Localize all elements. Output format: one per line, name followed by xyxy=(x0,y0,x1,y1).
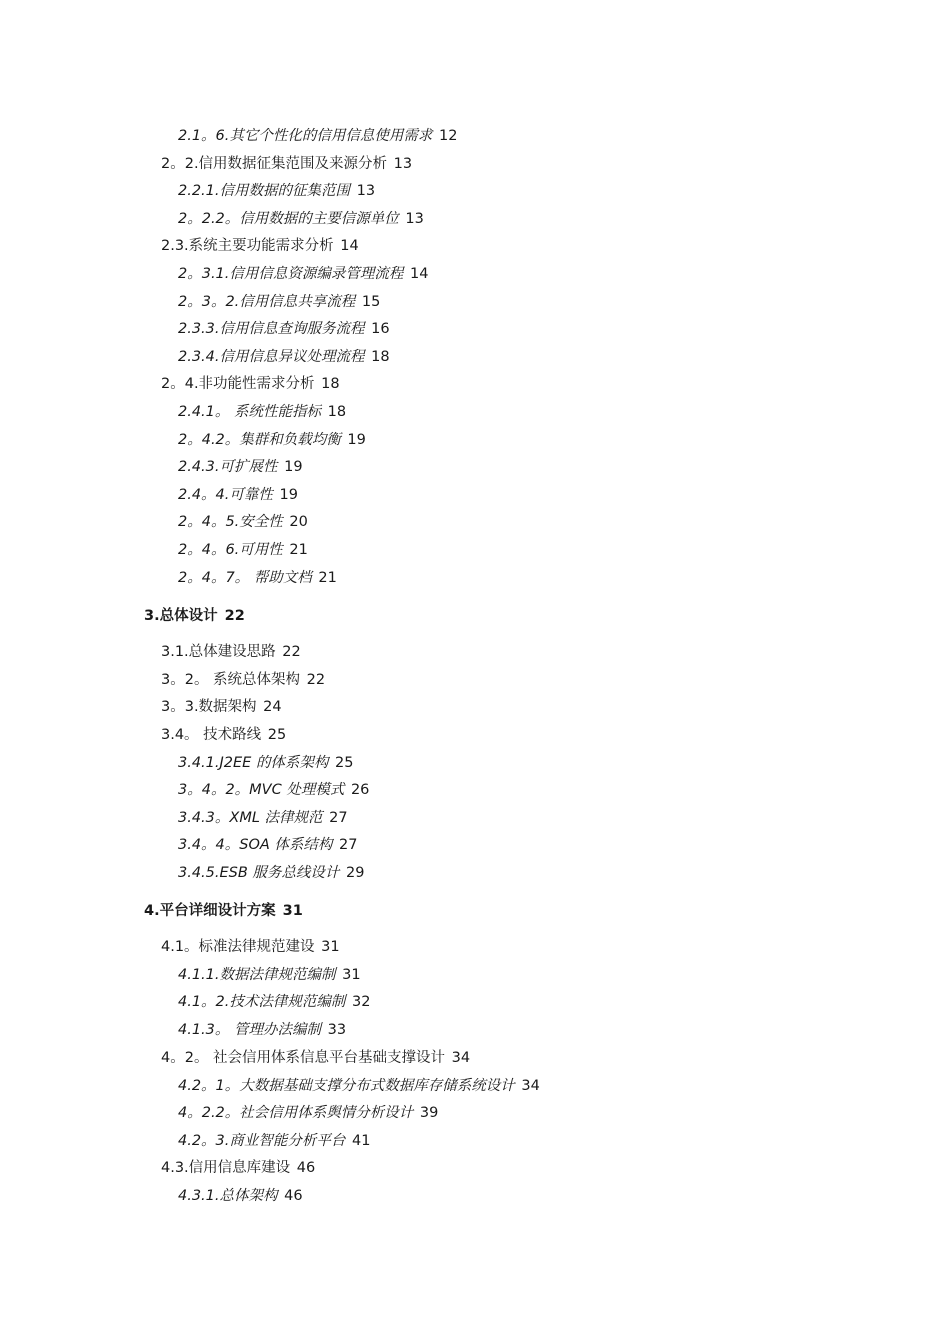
toc-entry-page-number: 32 xyxy=(352,994,371,1010)
toc-entry[interactable] xyxy=(161,374,340,394)
toc-entry[interactable] xyxy=(178,780,369,800)
toc-entry-title: 3.总体设计 xyxy=(144,608,218,624)
toc-entry-page-number: 31 xyxy=(282,903,303,919)
toc-entry[interactable] xyxy=(178,485,298,505)
toc-entry-page-number: 34 xyxy=(521,1078,540,1094)
toc-entry-page-number: 20 xyxy=(289,514,308,530)
toc-entry[interactable] xyxy=(178,319,390,339)
toc-entry[interactable] xyxy=(161,697,282,717)
toc-entry-title: 2.4.3.可扩展性 xyxy=(178,459,278,475)
toc-entry[interactable] xyxy=(161,937,340,957)
toc-entry-title: 4.1。2.技术法律规范编制 xyxy=(178,994,346,1010)
toc-entry-page-number: 27 xyxy=(339,837,358,853)
toc-entry-title: 2。3.1.信用信息资源编录管理流程 xyxy=(178,266,404,282)
toc-entry-title: 4.1。标准法律规范建设 xyxy=(161,939,315,955)
toc-entry-title: 2。4.非功能性需求分析 xyxy=(161,376,315,392)
toc-entry-title: 2.3.系统主要功能需求分析 xyxy=(161,238,334,254)
toc-entry-title: 4.3.信用信息库建设 xyxy=(161,1160,291,1176)
toc-entry[interactable] xyxy=(178,540,308,560)
toc-entry-title: 3.4.1.J2EE 的体系架构 xyxy=(178,755,329,771)
toc-entry-title: 3.1.总体建设思路 xyxy=(161,644,276,660)
toc-entry-page-number: 18 xyxy=(327,404,347,420)
toc-entry[interactable] xyxy=(178,1076,540,1096)
toc-entry-page-number: 13 xyxy=(356,183,376,199)
toc-entry-page-number: 13 xyxy=(393,156,413,172)
toc-entry-page-number: 19 xyxy=(284,459,303,475)
toc-entry-page-number: 34 xyxy=(451,1050,471,1066)
toc-entry-page-number: 39 xyxy=(419,1105,439,1121)
toc-entry-page-number: 18 xyxy=(321,376,340,392)
toc-entry-title: 2.3.4.信用信息异议处理流程 xyxy=(178,349,365,365)
toc-entry-page-number: 41 xyxy=(352,1133,371,1149)
toc-entry[interactable] xyxy=(178,753,354,773)
toc-entry-page-number: 31 xyxy=(321,939,340,955)
toc-entry[interactable] xyxy=(178,568,337,588)
toc-entry[interactable] xyxy=(161,1048,470,1068)
toc-entry[interactable] xyxy=(178,1103,438,1123)
toc-entry-title: 3.4.5.ESB 服务总线设计 xyxy=(178,865,340,881)
toc-entry[interactable] xyxy=(144,901,303,921)
toc-entry-page-number: 25 xyxy=(335,755,354,771)
toc-entry[interactable] xyxy=(178,863,365,883)
toc-entry-title: 2。4。7。 帮助文档 xyxy=(178,570,312,586)
toc-entry-page-number: 27 xyxy=(329,810,348,826)
toc-entry-title: 4.3.1.总体架构 xyxy=(178,1188,278,1204)
toc-entry[interactable] xyxy=(178,1186,303,1206)
toc-entry[interactable] xyxy=(178,181,375,201)
toc-entry-page-number: 14 xyxy=(410,266,429,282)
toc-entry-title: 2。2.信用数据征集范围及来源分析 xyxy=(161,156,388,172)
toc-entry-title: 4.1.3。 管理办法编制 xyxy=(178,1022,322,1038)
toc-entry-title: 4。2.2。社会信用体系舆情分析设计 xyxy=(178,1105,414,1121)
toc-entry-title: 3.4.3。XML 法律规范 xyxy=(178,810,323,826)
toc-entry[interactable] xyxy=(178,1020,346,1040)
toc-entry-page-number: 18 xyxy=(371,349,390,365)
toc-entry[interactable] xyxy=(178,126,457,146)
toc-entry-page-number: 15 xyxy=(361,294,381,310)
toc-entry-title: 4.2。3.商业智能分析平台 xyxy=(178,1133,346,1149)
toc-entry-title: 2。4。6.可用性 xyxy=(178,542,283,558)
toc-entry[interactable] xyxy=(161,1158,315,1178)
toc-entry-page-number: 24 xyxy=(263,699,282,715)
toc-entry-page-number: 33 xyxy=(327,1022,347,1038)
toc-entry-title: 4。2。 社会信用体系信息平台基础支撑设计 xyxy=(161,1050,446,1066)
toc-entry-page-number: 22 xyxy=(224,608,245,624)
toc-entry-page-number: 12 xyxy=(439,128,458,144)
toc-entry-page-number: 22 xyxy=(282,644,301,660)
toc-entry-page-number: 14 xyxy=(340,238,359,254)
toc-entry-title: 2.4.1。 系统性能指标 xyxy=(178,404,322,420)
toc-entry-title: 4.平台详细设计方案 xyxy=(144,903,276,919)
toc-entry[interactable] xyxy=(178,835,358,855)
toc-entry-page-number: 46 xyxy=(296,1160,316,1176)
toc-entry-page-number: 46 xyxy=(284,1188,303,1204)
toc-entry-title: 2.2.1.信用数据的征集范围 xyxy=(178,183,351,199)
toc-entry[interactable] xyxy=(161,725,286,745)
toc-entry-title: 2。4。5.安全性 xyxy=(178,514,283,530)
toc-entry-page-number: 13 xyxy=(405,211,424,227)
toc-entry-page-number: 19 xyxy=(347,432,366,448)
toc-entry-page-number: 21 xyxy=(289,542,308,558)
toc-entry-page-number: 19 xyxy=(279,487,298,503)
toc-entry[interactable] xyxy=(178,347,390,367)
toc-entry-page-number: 16 xyxy=(371,321,390,337)
toc-entry-title: 2。4.2。集群和负载均衡 xyxy=(178,432,341,448)
toc-entry-page-number: 22 xyxy=(306,672,326,688)
toc-entry[interactable] xyxy=(161,670,325,690)
toc-entry-title: 2.1。6.其它个性化的信用信息使用需求 xyxy=(178,128,433,144)
toc-entry-title: 2。2.2。信用数据的主要信源单位 xyxy=(178,211,399,227)
toc-entry[interactable] xyxy=(178,402,346,422)
toc-entry[interactable] xyxy=(161,154,412,174)
toc-entry-title: 2.4。4.可靠性 xyxy=(178,487,273,503)
toc-entry[interactable] xyxy=(161,236,359,256)
toc-entry[interactable] xyxy=(178,965,361,985)
toc-entry-page-number: 26 xyxy=(350,782,370,798)
toc-entry-title: 3.4。 技术路线 xyxy=(161,727,262,743)
toc-entry-title: 3.4。4。SOA 体系结构 xyxy=(178,837,333,853)
toc-entry[interactable] xyxy=(178,992,370,1012)
toc-entry-title: 3。3.数据架构 xyxy=(161,699,257,715)
toc-entry-title: 2。3。2.信用信息共享流程 xyxy=(178,294,356,310)
toc-entry[interactable] xyxy=(178,457,303,477)
toc-entry[interactable] xyxy=(178,430,366,450)
toc-entry[interactable] xyxy=(178,512,308,532)
toc-entry[interactable] xyxy=(178,808,348,828)
toc-entry[interactable] xyxy=(178,1131,370,1151)
toc-entry[interactable] xyxy=(144,606,245,626)
toc-entry-title: 3。4。2。MVC 处理模式 xyxy=(178,782,345,798)
toc-entry-page-number: 21 xyxy=(318,570,337,586)
toc-entry-page-number: 25 xyxy=(267,727,287,743)
toc-entry-title: 4.2。1。大数据基础支撑分布式数据库存储系统设计 xyxy=(178,1078,515,1094)
toc-entry-title: 3。2。 系统总体架构 xyxy=(161,672,301,688)
toc-entry[interactable] xyxy=(178,209,424,229)
toc-entry[interactable] xyxy=(161,642,301,662)
toc-entry[interactable] xyxy=(178,264,428,284)
toc-entry[interactable] xyxy=(178,292,380,312)
toc-entry-title: 2.3.3.信用信息查询服务流程 xyxy=(178,321,365,337)
toc-entry-page-number: 29 xyxy=(346,865,365,881)
toc-entry-page-number: 31 xyxy=(342,967,361,983)
toc-entry-title: 4.1.1.数据法律规范编制 xyxy=(178,967,336,983)
